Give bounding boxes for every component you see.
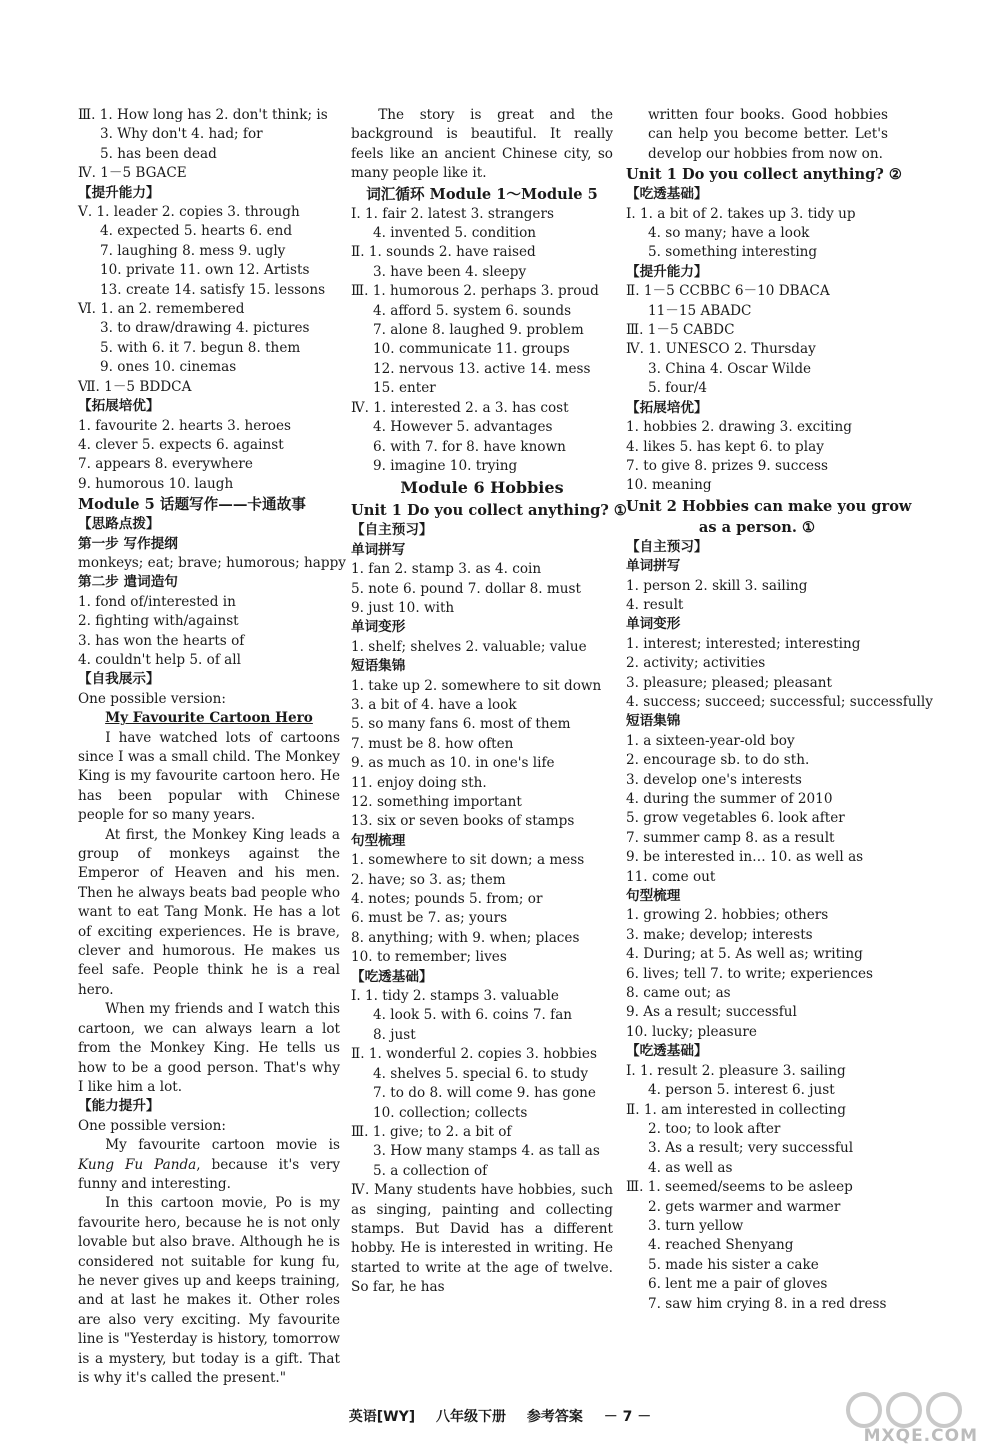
movie-title: Kung Fu Panda xyxy=(78,1156,197,1173)
answer-line: 9. as much as 10. in one's life xyxy=(351,755,555,772)
answer-line: 4. look 5. with 6. coins 7. fan xyxy=(373,1007,573,1024)
answer-line: 5. something interesting xyxy=(648,244,818,261)
answer-line: 5. a collection of xyxy=(373,1162,488,1179)
section-heading: 【吃透基础】 xyxy=(626,186,708,203)
answer-line: Ⅲ. 1. seemed/seems to be asleep xyxy=(626,1179,853,1196)
answer-line: 7. appears 8. everywhere xyxy=(78,456,253,473)
essay-paragraph: My favourite cartoon movie is Kung Fu Panda, because it's very funny and interesting. xyxy=(78,1137,340,1192)
answer-line: 4. expected 5. hearts 6. end xyxy=(100,223,293,240)
answer-line: 7. laughing 8. mess 9. ugly xyxy=(100,242,286,259)
answer-line: Ⅱ. 1. sounds 2. have raised xyxy=(351,244,536,261)
answer-line: 10. to remember; lives xyxy=(351,949,507,966)
answer-line: 4. success; succeed; successful; successfully xyxy=(626,693,933,710)
answer-line: 15. enter xyxy=(373,380,436,397)
answer-line: 4. clever 5. expects 6. against xyxy=(78,436,284,453)
essay-paragraph: At first, the Monkey King leads a group of monkeys against the Emperor of Heaven and his men. Then he always beats bad people who want to eat Tang Monk. He has a lot of exciting experiences. He is brave, clever and humorous. He makes us feel safe. People think he is a real hero. xyxy=(78,826,340,998)
watermark-text: MXQE.COM xyxy=(863,1426,978,1446)
answer-line: 11－15 ABADC xyxy=(648,302,752,319)
answer-line: 8. came out; as xyxy=(626,985,731,1002)
answer-line: 3. has won the hearts of xyxy=(78,632,245,649)
section-heading: 【吃透基础】 xyxy=(351,968,433,985)
answer-line: One possible version: xyxy=(78,1117,226,1134)
answer-line: 9. As a result; successful xyxy=(626,1004,797,1021)
answer-line: Ⅲ. 1. How long has 2. don't think; is xyxy=(78,107,328,123)
answer-line: 1. person 2. skill 3. sailing xyxy=(626,577,808,594)
answer-line: 1. fan 2. stamp 3. as 4. coin xyxy=(351,561,542,578)
answer-line: Ⅰ. 1. result 2. pleasure 3. sailing xyxy=(626,1062,846,1079)
answer-line: 3. a bit of 4. have a look xyxy=(351,696,517,713)
answer-line: 4. person 5. interest 6. just xyxy=(648,1082,835,1099)
answer-line: 3. have been 4. sleepy xyxy=(373,263,527,280)
answer-line: 2. have; so 3. as; them xyxy=(351,871,506,888)
answer-line: 7. saw him crying 8. in a red dress xyxy=(648,1295,887,1312)
answer-line: 5. so many fans 6. most of them xyxy=(351,716,571,733)
section-heading: 【提升能力】 xyxy=(78,184,160,201)
answer-line: 10. meaning xyxy=(626,477,712,494)
essay-paragraph: Ⅳ. Many students have hobbies, such as singing, painting and collecting stamps. But David has a different hobby. He is interested in writing. He started to write at the age of twelve. So far, he has xyxy=(351,1182,613,1296)
essay-title: My Favourite Cartoon Hero xyxy=(105,710,313,727)
answer-line: 10. communicate 11. groups xyxy=(373,341,570,358)
answer-line: 7. to give 8. prizes 9. success xyxy=(626,457,828,474)
answer-line: 13. six or seven books of stamps xyxy=(351,813,575,830)
section-heading: 短语集锦 xyxy=(351,658,406,675)
footer-grade: 八年级下册 xyxy=(436,1409,506,1425)
section-heading: 【吃透基础】 xyxy=(626,1043,708,1060)
unit-heading: Module 5 话题写作——卡通故事 xyxy=(78,496,306,514)
answer-line: One possible version: xyxy=(78,690,226,707)
answer-line: 3. As a result; very successful xyxy=(648,1140,854,1157)
answer-line: 1. favourite 2. hearts 3. heroes xyxy=(78,417,291,434)
answer-line: Ⅴ. 1. leader 2. copies 3. through xyxy=(78,204,300,221)
answer-line: Ⅱ. 1. wonderful 2. copies 3. hobbies xyxy=(351,1046,597,1063)
answer-line: 6. lives; tell 7. to write; experiences xyxy=(626,965,873,982)
answer-line: 1. interest; interested; interesting xyxy=(626,635,861,652)
answer-line: 4. afford 5. system 6. sounds xyxy=(373,302,572,319)
section-heading: 单词拼写 xyxy=(351,541,406,558)
unit-heading: 词汇循环 Module 1～Module 5 xyxy=(366,185,598,203)
section-heading: 【拓展培优】 xyxy=(626,399,708,416)
answer-line: 5. made his sister a cake xyxy=(648,1256,819,1273)
answer-line: Ⅲ. 1. humorous 2. perhaps 3. proud xyxy=(351,283,599,300)
answer-line: Ⅲ. 1. give; to 2. a bit of xyxy=(351,1123,512,1140)
answer-line: 10. collection; collects xyxy=(373,1104,528,1121)
answer-line: Ⅵ. 1. an 2. remembered xyxy=(78,301,245,318)
answer-column-middle xyxy=(351,106,627,1298)
answer-column-right xyxy=(626,106,933,1314)
answer-line: 4. reached Shenyang xyxy=(648,1237,794,1254)
answer-line: 1. shelf; shelves 2. valuable; value xyxy=(351,638,587,655)
section-heading: 单词拼写 xyxy=(626,558,681,575)
answer-line: 5. with 6. it 7. begun 8. them xyxy=(100,339,301,356)
answer-line: 7. alone 8. laughed 9. problem xyxy=(373,322,584,339)
answer-line: 4. couldn't help 5. of all xyxy=(78,651,241,668)
answer-line: 3. make; develop; interests xyxy=(626,926,813,943)
answer-line: 2. encourage sb. to do sth. xyxy=(626,752,810,769)
answer-line: 9. just 10. with xyxy=(351,599,455,616)
section-heading: 第一步 写作提纲 xyxy=(78,535,178,552)
section-heading: 【自主预习】 xyxy=(351,522,433,539)
section-heading: 单词变形 xyxy=(351,619,406,636)
answer-line: 3. pleasure; pleased; pleasant xyxy=(626,674,832,691)
answer-line: 4. during the summer of 2010 xyxy=(626,791,833,807)
answer-line: Ⅱ. 1－5 CCBBC 6－10 DBACA xyxy=(626,283,830,300)
answer-line: 3. China 4. Oscar Wilde xyxy=(648,360,812,377)
answer-column-left xyxy=(78,106,346,1388)
footer-subject: 英语[WY] xyxy=(348,1409,416,1425)
answer-line: 8. just xyxy=(373,1026,416,1043)
answer-line: 3. turn yellow xyxy=(648,1217,744,1234)
answer-line: 11. come out xyxy=(626,868,716,885)
footer-label: 参考答案 xyxy=(526,1409,583,1425)
answer-line: 2. activity; activities xyxy=(626,655,766,672)
footer-page-number: － 7 － xyxy=(603,1409,652,1425)
section-heading: 【自主预习】 xyxy=(626,538,708,555)
answer-line: 11. enjoy doing sth. xyxy=(351,774,487,791)
answer-line: 5. grow vegetables 6. look after xyxy=(626,810,845,827)
answer-line: 3. How many stamps 4. as tall as xyxy=(373,1143,600,1160)
answer-line: Ⅰ. 1. a bit of 2. takes up 3. tidy up xyxy=(626,205,856,222)
section-heading: 【拓展培优】 xyxy=(78,398,160,415)
answer-line: 10. private 11. own 12. Artists xyxy=(100,262,310,279)
answer-line: Ⅶ. 1－5 BDDCA xyxy=(78,378,192,395)
answer-line: 7. to do 8. will come 9. has gone xyxy=(373,1085,596,1102)
unit-heading: Unit 1 Do you collect anything? ② xyxy=(626,166,902,184)
answer-line: 4. so many; have a look xyxy=(648,225,810,242)
answer-line: Ⅰ. 1. tidy 2. stamps 3. valuable xyxy=(351,988,559,1005)
answer-line: 10. lucky; pleasure xyxy=(626,1023,757,1040)
section-heading: 【能力提升】 xyxy=(78,1098,160,1115)
answer-line: 13. create 14. satisfy 15. lessons xyxy=(100,281,326,298)
answer-line: 7. must be 8. how often xyxy=(351,735,514,752)
answer-line: 5. note 6. pound 7. dollar 8. must xyxy=(351,580,581,597)
answer-line: 7. summer camp 8. as a result xyxy=(626,829,835,846)
answer-line: 4. likes 5. has kept 6. to play xyxy=(626,438,824,455)
answer-line: 1. a sixteen-year-old boy xyxy=(626,732,795,749)
answer-line: 6. lent me a pair of gloves xyxy=(648,1276,828,1293)
essay-paragraph: written four books. Good hobbies can help you become better. Let's develop our hobbies from now on. xyxy=(648,107,888,162)
unit-heading: as a person. ① xyxy=(698,518,816,536)
answer-line: 3. Why don't 4. had; for xyxy=(100,126,263,143)
essay-paragraph: The story is great and the background is beautiful. It really feels like an ancient Chinese city, so many people like it. xyxy=(351,107,613,182)
answer-line: 12. something important xyxy=(351,794,522,810)
section-heading: 【思路点拨】 xyxy=(78,516,160,533)
answer-line: 4. result xyxy=(626,596,684,613)
answer-line: 1. take up 2. somewhere to sit down xyxy=(351,677,602,694)
answer-line: 6. must be 7. as; yours xyxy=(351,910,508,927)
answer-line: 9. ones 10. cinemas xyxy=(100,359,237,376)
answer-line: 9. imagine 10. trying xyxy=(373,457,518,474)
answer-line: 4. shelves 5. special 6. to study xyxy=(373,1065,589,1082)
answer-line: 9. humorous 10. laugh xyxy=(78,475,234,492)
answer-line: Ⅳ. 1. UNESCO 2. Thursday xyxy=(626,341,816,358)
section-heading: 句型梳理 xyxy=(626,888,681,905)
essay-paragraph: In this cartoon movie, Po is my favourite hero, because he is not only lovable but also brave. Although he is considered not suitable for kung fu, he never gives up and keeps training, and at last he makes it. Other roles are also very exciting. My favourite line is "Yesterday is history, tomorrow is a mystery, but today is a gift. That is why it's called the present." xyxy=(78,1195,340,1386)
section-heading: 单词变形 xyxy=(626,616,681,633)
answer-line: Ⅰ. 1. fair 2. latest 3. strangers xyxy=(351,205,554,222)
answer-line: 2. gets warmer and warmer xyxy=(648,1198,841,1215)
answer-line: 9. be interested in… 10. as well as xyxy=(626,849,864,866)
answer-line: 1. somewhere to sit down; a mess xyxy=(351,852,585,869)
section-heading: 句型梳理 xyxy=(351,832,406,849)
answer-line: 1. growing 2. hobbies; others xyxy=(626,907,829,924)
answer-line: Ⅳ. 1. interested 2. a 3. has cost xyxy=(351,399,569,416)
answer-line: Ⅱ. 1. am interested in collecting xyxy=(626,1101,846,1118)
unit-heading: Unit 2 Hobbies can make you grow xyxy=(626,497,912,515)
answer-line: 5. has been dead xyxy=(100,145,217,162)
answer-line: 4. notes; pounds 5. from; or xyxy=(351,891,543,908)
answer-line: 12. nervous 13. active 14. mess xyxy=(373,360,591,377)
answer-line: 1. fond of/interested in xyxy=(78,593,236,610)
answer-line: Ⅲ. 1－5 CABDC xyxy=(626,322,735,339)
module-title: Module 6 Hobbies xyxy=(400,478,564,498)
answer-line: 4. as well as xyxy=(648,1159,733,1176)
answer-line: 3. develop one's interests xyxy=(626,771,802,788)
essay-paragraph: I have watched lots of cartoons since I was a small child. The Monkey King is my favourite cartoon hero. He has been popular with Chinese people for so many years. xyxy=(78,729,340,824)
answer-line: 2. too; to look after xyxy=(648,1120,781,1137)
essay-paragraph: When my friends and I watch this cartoon, we can always learn a lot from the Monkey King. He tells us how to be a good person. That's why I like him a lot. xyxy=(78,1001,340,1095)
section-heading: 【自我展示】 xyxy=(78,671,160,688)
section-heading: 短语集锦 xyxy=(626,713,681,730)
answer-line: 1. hobbies 2. drawing 3. exciting xyxy=(626,419,852,436)
answer-line: 5. four/4 xyxy=(648,380,707,397)
answer-line: 3. to draw/drawing 4. pictures xyxy=(100,320,310,337)
answer-line: 4. invented 5. condition xyxy=(373,225,537,242)
answer-line: 2. fighting with/against xyxy=(78,613,239,630)
section-heading: 第二步 遣词造句 xyxy=(78,574,178,591)
answer-line: 4. During; at 5. As well as; writing xyxy=(626,946,863,963)
answer-line: 4. However 5. advantages xyxy=(373,419,553,436)
answer-line: Ⅳ. 1－5 BGACE xyxy=(78,165,187,182)
section-heading: 【提升能力】 xyxy=(626,263,708,280)
answer-line: monkeys; eat; brave; humorous; happy xyxy=(78,554,346,571)
answer-line: 8. anything; with 9. when; places xyxy=(351,929,580,946)
answer-line: 6. with 7. for 8. have known xyxy=(373,438,566,455)
unit-heading: Unit 1 Do you collect anything? ① xyxy=(351,502,627,520)
